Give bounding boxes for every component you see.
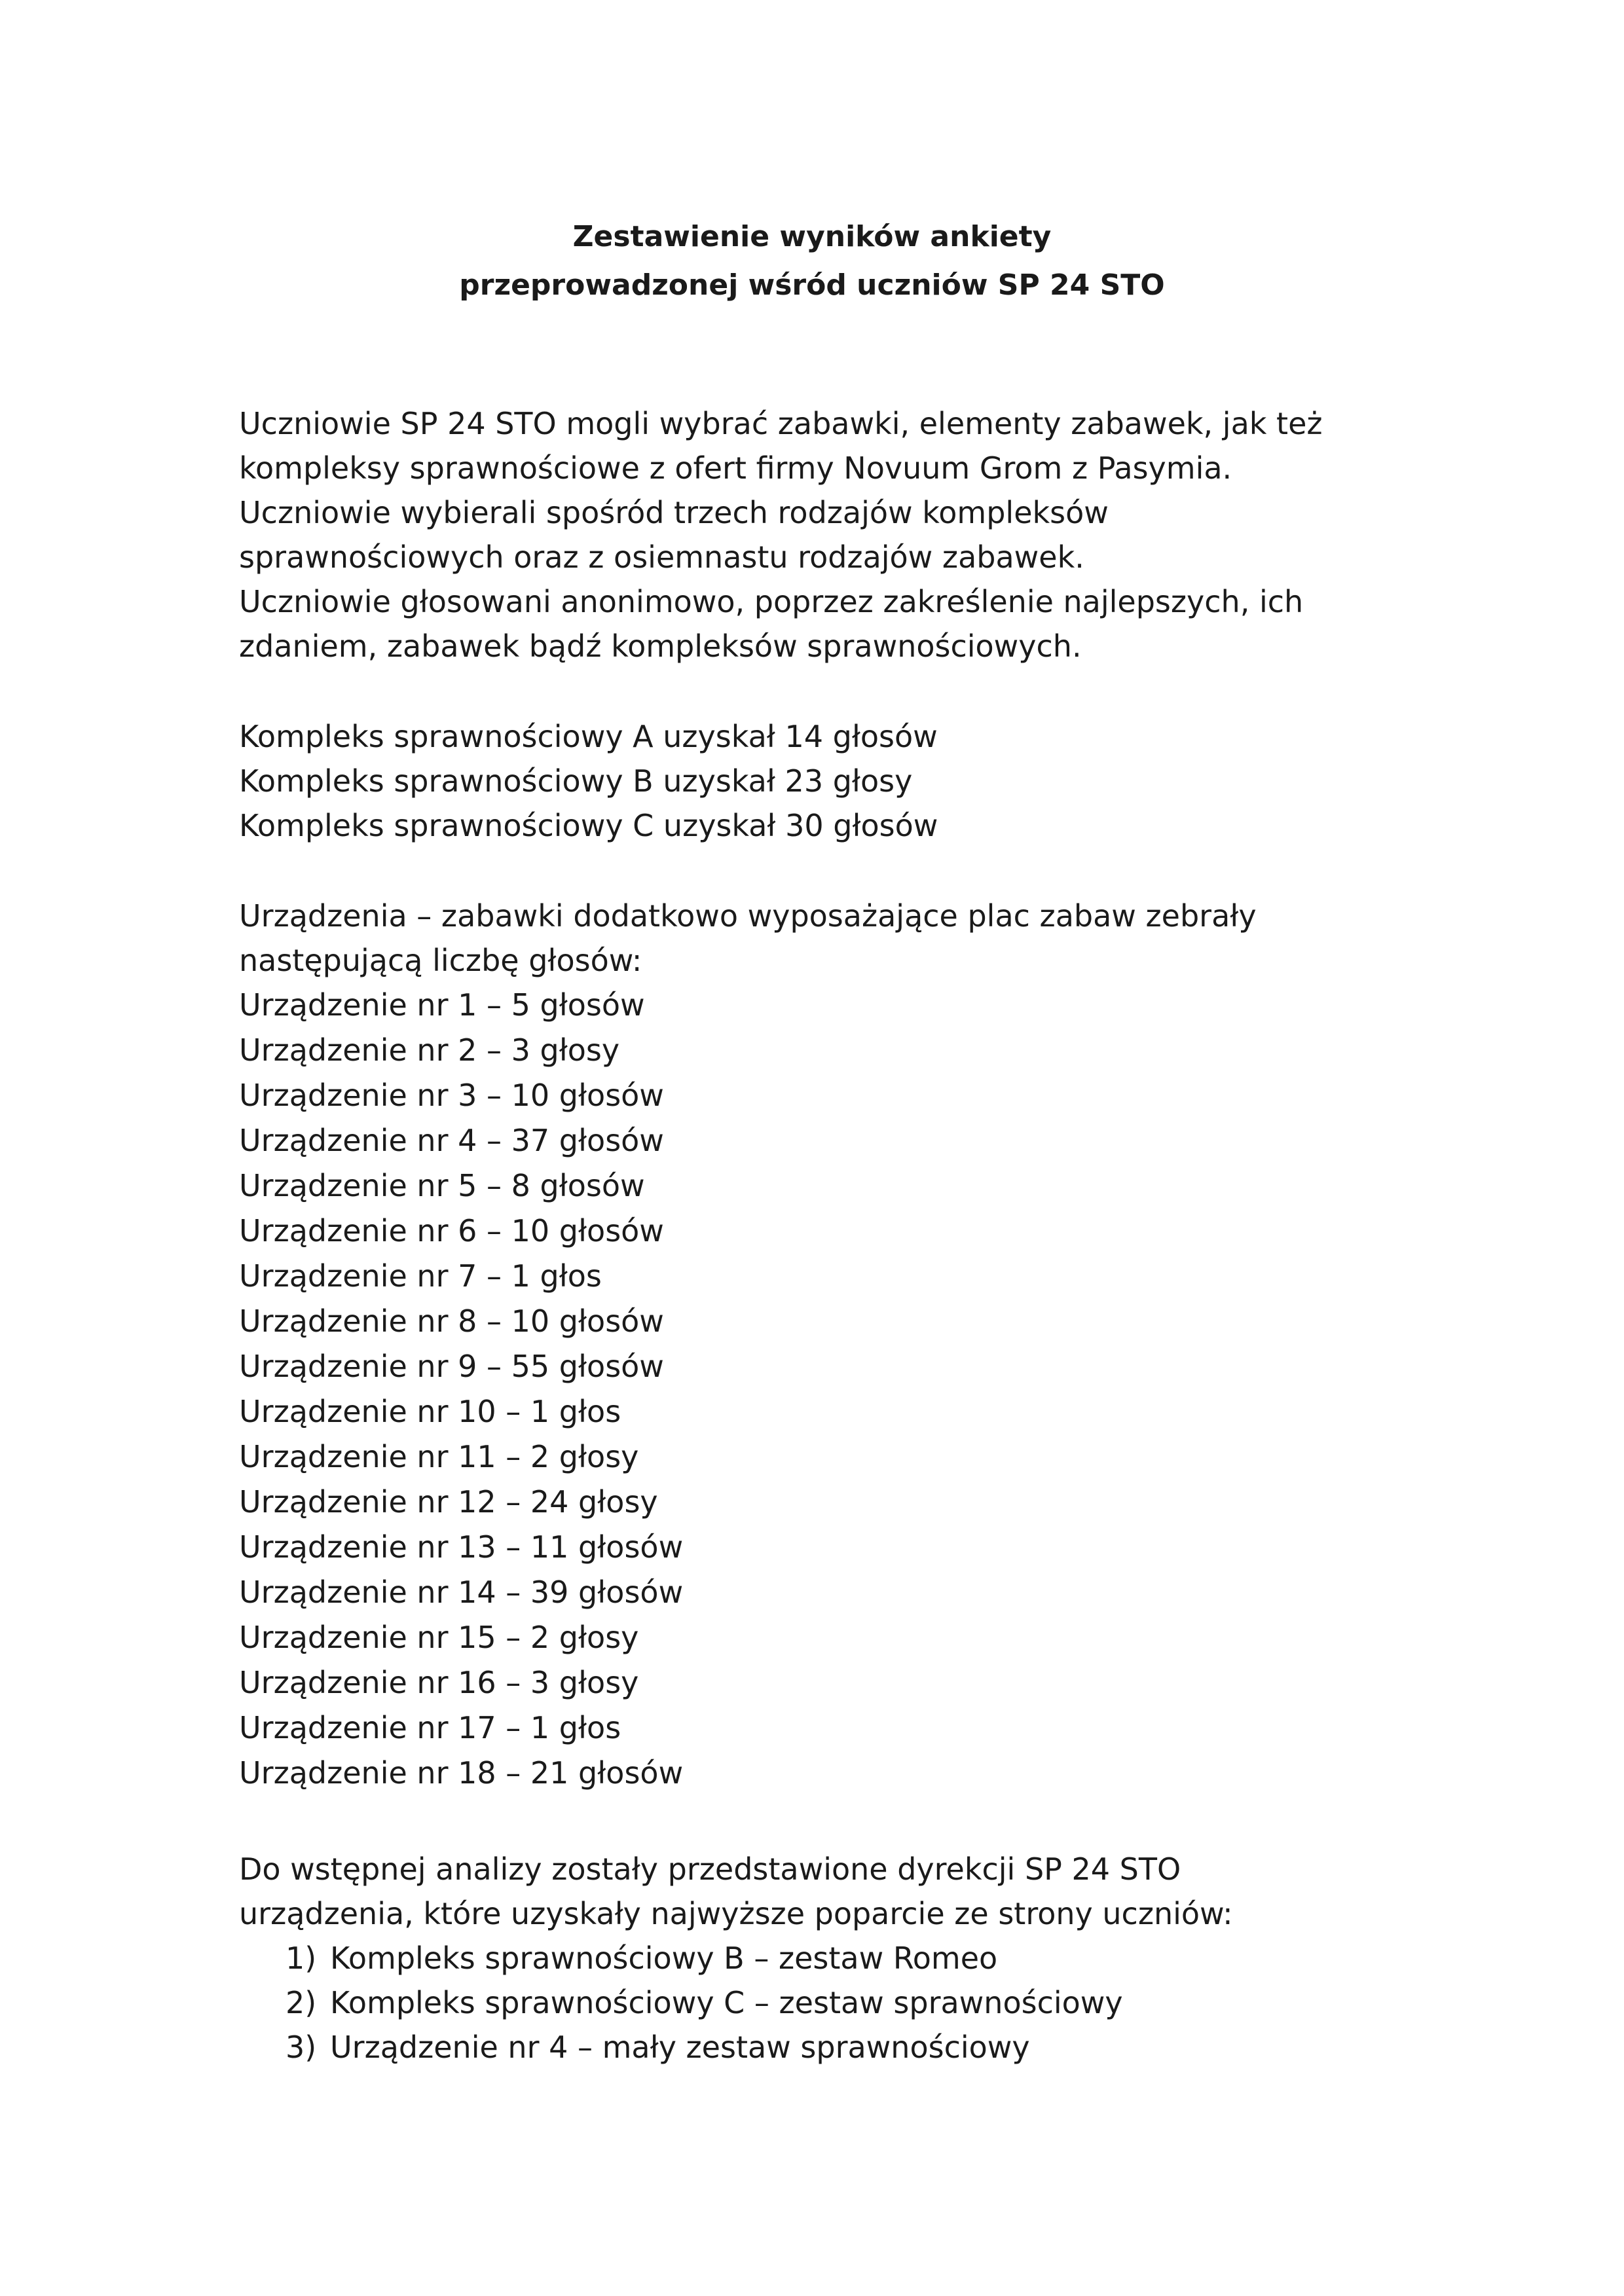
device-result: Urządzenie nr 10 – 1 głos: [239, 1394, 621, 1429]
device-result: Urządzenie nr 8 – 10 głosów: [239, 1303, 664, 1339]
complex-result: Kompleks sprawnościowy C uzyskał 30 głosów: [239, 808, 938, 843]
device-result: Urządzenie nr 6 – 10 głosów: [239, 1213, 664, 1248]
document-title-line-1: Zestawienie wyników ankiety: [572, 220, 1052, 253]
device-result: Urządzenie nr 1 – 5 głosów: [239, 987, 645, 1023]
device-result: Urządzenie nr 7 – 1 głos: [239, 1258, 602, 1294]
device-result: Urządzenie nr 15 – 2 głosy: [239, 1620, 639, 1655]
conclusion-line: urządzenia, które uzyskały najwyższe poparcie ze strony uczniów:: [239, 1896, 1233, 1931]
device-result: Urządzenie nr 17 – 1 głos: [239, 1710, 621, 1745]
device-result: Urządzenie nr 2 – 3 głosy: [239, 1032, 620, 1068]
device-result: Urządzenie nr 3 – 10 głosów: [239, 1078, 664, 1113]
intro-line: zdaniem, zabawek bądź kompleksów sprawnościowych.: [239, 629, 1082, 664]
complex-result: Kompleks sprawnościowy B uzyskał 23 głosy: [239, 763, 913, 799]
intro-line: sprawnościowych oraz z osiemnastu rodzajów zabawek.: [239, 539, 1084, 575]
device-result: Urządzenie nr 13 – 11 głosów: [239, 1529, 684, 1565]
device-result: Urządzenie nr 9 – 55 głosów: [239, 1349, 664, 1384]
device-result: Urządzenie nr 18 – 21 głosów: [239, 1755, 684, 1791]
device-result: Urządzenie nr 14 – 39 głosów: [239, 1575, 684, 1610]
shortlist-number: 3): [286, 2030, 317, 2065]
intro-line: Uczniowie SP 24 STO mogli wybrać zabawki, elementy zabawek, jak też: [239, 406, 1323, 441]
complex-result: Kompleks sprawnościowy A uzyskał 14 głosów: [239, 719, 938, 754]
conclusion-line: Do wstępnej analizy zostały przedstawione dyrekcji SP 24 STO: [239, 1851, 1181, 1887]
intro-line: Uczniowie głosowani anonimowo, poprzez zakreślenie najlepszych, ich: [239, 584, 1304, 619]
document-title-line-2: przeprowadzonej wśród uczniów SP 24 STO: [459, 268, 1165, 302]
devices-intro-line: Urządzenia – zabawki dodatkowo wyposażające plac zabaw zebrały: [239, 898, 1257, 934]
shortlist-item: [286, 1985, 1123, 2020]
shortlist-text: Kompleks sprawnościowy C – zestaw sprawnościowy: [330, 1985, 1123, 2020]
device-result: Urządzenie nr 4 – 37 głosów: [239, 1123, 664, 1158]
shortlist-text: Urządzenie nr 4 – mały zestaw sprawnościowy: [330, 2030, 1030, 2065]
intro-line: kompleksy sprawnościowe z ofert firmy Novuum Grom z Pasymia.: [239, 450, 1232, 486]
shortlist-item: [286, 2030, 1030, 2065]
device-result: Urządzenie nr 12 – 24 głosy: [239, 1484, 658, 1520]
devices-intro-line: następującą liczbę głosów:: [239, 943, 642, 978]
device-result: Urządzenie nr 5 – 8 głosów: [239, 1168, 645, 1203]
shortlist-item: [286, 1941, 997, 1976]
shortlist-text: Kompleks sprawnościowy B – zestaw Romeo: [330, 1941, 998, 1976]
shortlist-number: 2): [286, 1985, 317, 2020]
intro-line: Uczniowie wybierali spośród trzech rodzajów kompleksów: [239, 495, 1109, 530]
shortlist-number: 1): [286, 1941, 317, 1976]
device-result: Urządzenie nr 11 – 2 głosy: [239, 1439, 639, 1474]
device-result: Urządzenie nr 16 – 3 głosy: [239, 1665, 639, 1700]
